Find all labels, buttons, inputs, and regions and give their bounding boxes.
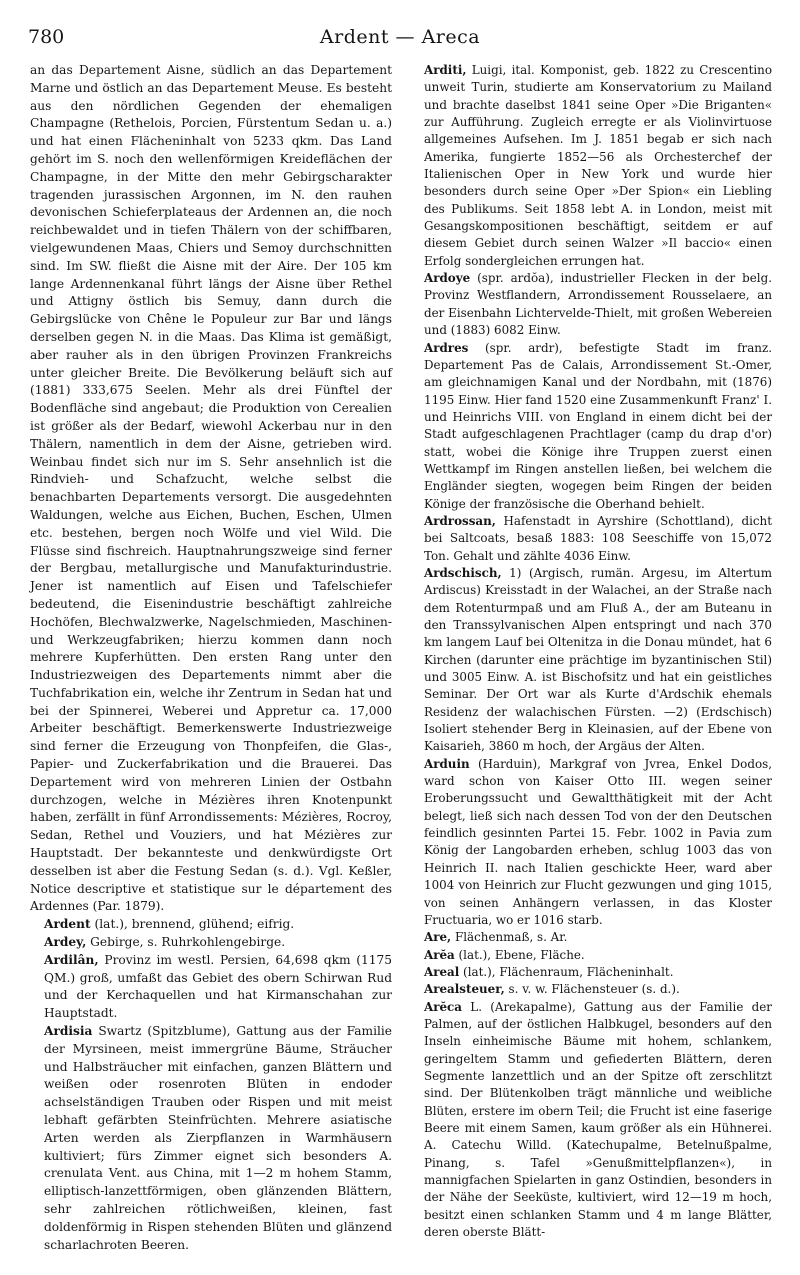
- headword: Arditi,: [424, 63, 467, 77]
- headword: Ardschisch,: [424, 565, 502, 580]
- entry-text: Hafenstadt in Ayrshire (Schottland), dicht bei Saltcoats, besaß 1883: 108 Seeschiffe von 15,072 Ton. Gehalt und zählte 4036 Einw.: [424, 513, 772, 563]
- headword: Ardisia: [44, 1024, 93, 1039]
- entry-ardilan: [30, 952, 392, 1023]
- entry-text: (Harduin), Markgraf von Jvrea, Enkel Dodos, ward schon von Kaiser Otto III. wegen seiner Eroberungssucht und Gewaltthätigkeit mit der Acht belegt, ließ sich nach dessen Tod von der den Deutschen feindlich gesinnten Partei 15. Febr. 1002 in Pavia zum König der Langobarden erheben, schlug 1003 das von Heinrich II. nach Italien geschickte Heer, ward aber 1004 von Heinrich zur Flucht gezwungen und ging 1015, von seinen Anhängern verlassen, in das Kloster Fructuaria, wo er 1016 starb.: [424, 756, 772, 927]
- entry-text: (lat.), Flächenraum, Flächeninhalt.: [459, 964, 674, 979]
- headword: Ardres: [424, 340, 469, 355]
- entry-text: Luigi, ital. Komponist, geb. 1822 zu Crescentino unweit Turin, studierte am Konservatorium zu Mailand und brachte daselbst 1841 seine Oper »Die Briganten« zur Aufführung. Zugleich erregte er als Violinvirtuose allgemeines Aufsehen. Im J. 1851 begab er sich nach Amerika, fungierte 1852—56 als Orchesterchef der Italienischen Oper in New York und wurde hier besonders durch seine Oper »Der Spion« ein Liebling des Publikums. Seit 1858 lebt A. in London, meist mit Gesangskompositionen beschäftigt, seitdem er auf diesem Gebiet durch seinen Walzer »Il baccio« einen Erfolg sondergleichen errungen hat.: [424, 63, 772, 268]
- headword: Arĕca: [424, 999, 463, 1014]
- entry-arditi: [410, 62, 772, 270]
- headword: Areal: [424, 964, 460, 979]
- entry-areca: [410, 999, 772, 1242]
- entry-ardrossan: [410, 513, 772, 565]
- entry-text: (lat.), brennend, glühend; eifrig.: [90, 917, 295, 932]
- entry-ardres: [410, 340, 772, 513]
- entry-text: s. v. w. Flächensteuer (s. d.).: [504, 982, 680, 997]
- headword: Arealsteuer,: [424, 982, 505, 997]
- entry-text: Gebirge, s. Ruhrkohlengebirge.: [86, 935, 286, 950]
- entry-area: [410, 947, 772, 964]
- entry-text: Flächenmaß, s. Ar.: [451, 930, 568, 945]
- headword: Arĕa: [424, 947, 455, 962]
- entry-continuation: [30, 62, 392, 916]
- entry-text: Provinz im westl. Persien, 64,698 qkm (1175 QM.) groß, umfaßt das Gebiet des obern Schirwan Rud und der Kerchaquellen und hat Kirmanschahan zur Hauptstadt.: [44, 952, 392, 1021]
- right-column: [410, 62, 772, 1241]
- entry-ardoye: [410, 270, 772, 339]
- headword: Ardoye: [424, 271, 471, 286]
- entry-ardey: [30, 934, 392, 952]
- entry-areal: [410, 964, 772, 981]
- entry-ardent: [30, 916, 392, 934]
- page-header: [28, 26, 772, 54]
- headword: Ardey,: [44, 935, 87, 950]
- headword: Are,: [424, 930, 452, 945]
- headword: Ardent: [44, 917, 91, 932]
- entry-text: (spr. ardr), befestigte Stadt im franz. Departement Pas de Calais, Arrondissement St.-Omer, am gleichnamigen Kanal und der Nordbahn, mit (1876) 1195 Einw. Hier fand 1520 eine Zusammenkunft Franz' I. und Heinrichs VIII. von England in einem dicht bei der Stadt aufgeschlagenen Prachtlager (camp du drap d'or) statt, wobei die Könige ihre Truppen zuerst einen Wettkampf im Ringen anstellen ließen, bei welchem die Engländer siegten, wogegen beim Ringen der beiden Könige der französische die Oberhand behielt.: [424, 340, 772, 511]
- headword: Arduin: [424, 756, 470, 771]
- entry-text: (lat.), Ebene, Fläche.: [454, 947, 585, 962]
- entry-ardisia: [30, 1023, 392, 1254]
- entry-text: an das Departement Aisne, südlich an das Departement Marne und östlich an das Departement Meuse. Es besteht aus den nördlichen Gegenden der ehemaligen Champagne (Rethelois, Porcien, Fürstentum Sedan u. a.) und hat einen Flächeninhalt von 5233 qkm. Das Land gehört im S. noch den wellenförmigen Kreideflächen der Champagne, in der Mitte den mehr Gebirgscharakter tragenden jurassischen Argonnen, im N. den rauhen devonischen Schieferplateaus der Ardennen an, die noch reichbewaldet und in tiefen Thälern von der schiffbaren, vielgewundenen Maas, Chiers und Semoy durchschnitten sind. Im SW. fließt die Aisne mit der Aire. Der 105 km lange Ardennenkanal führt längs der Aisne über Rethel und Attigny östlich bis Semuy, dann durch die Gebirgslücke von Chêne le Populeur zur Bar und längs derselben gegen N. in die Maas. Das Klima ist gemäßigt, aber rauher als in den übrigen Provinzen Frankreichs unter gleicher Breite. Die Bevölkerung beläuft sich auf (1881) 333,675 Seelen. Mehr als drei Fünftel der Bodenfläche sind angebaut; die Produktion von Cerealien ist größer als der Bedarf, wiewohl Ackerbau nur in den Thälern, namentlich in dem der Aisne, getrieben wird. Weinbau findet sich nur im S. Sehr ansehnlich ist die Rindvieh- und Schafzucht, welche selbst die benachbarten Departements versorgt. Die ausgedehnten Waldungen, welche aus Eichen, Buchen, Eschen, Ulmen etc. bestehen, bergen noch Wölfe und viel Wild. Die Flüsse sind fischreich. Hauptnahrungszweige sind ferner der Bergbau, metallurgische und Manufakturindustrie. Jener ist namentlich auf Eisen und Tafelschiefer bedeutend, die Eisenindustrie beschäftigt zahlreiche Hochöfen, Blechwalzwerke, Nagelschmieden, Maschinen- und Werkzeugfabriken; hierzu kommen dann noch mehrere Kupferhütten. Den ersten Rang unter den Industriezweigen des Departements nimmt aber die Tuchfabrikation ein, welche ihr Zentrum in Sedan hat und bei der Spinnerei, Weberei und Appretur ca. 17,000 Arbeiter beschäftigt. Bemerkenswerte Industriezweige sind ferner die Erzeugung von Thonpfeifen, die Glas-, Papier- und Zuckerfabrikation und die Brauerei. Das Departement wird von mehreren Linien der Ostbahn durchzogen, welche in Mézières ihren Knotenpunkt haben, zerfällt in fünf Arrondissements: Mézières, Rocroy, Sedan, Rethel und Vouziers, und hat Mézières zur Hauptstadt. Der bekannteste und denkwürdigste Ort desselben ist aber die Festung Sedan (s. d.). Vgl. Keßler, Notice descriptive et statistique sur le département des Ardennes (Par. 1879).: [30, 63, 392, 914]
- entry-ardschisch: [410, 565, 772, 756]
- entry-text: L. (Arekapalme), Gattung aus der Familie der Palmen, auf der östlichen Halbkugel, besonders auf den Inseln einheimische Bäume mit hohem, schlankem, geringeltem Stamm und gefiederten Blättern, deren Segmente lanzettlich und an der Spitze oft zerschlitzt sind. Der Blütenkolben trägt männliche und weibliche Blüten, erstere im obern Teil; die Frucht ist eine faserige Beere mit einem Samen, kaum größer als ein Hühnerei. A. Catechu Willd. (Katechupalme, Betelnußpalme, Pinang, s. Tafel »Genußmittelpflanzen«), in mannigfachen Spielarten in ganz Ostindien, besonders in der Nähe der Seeküste, kultiviert, wird 12—19 m hoch, besitzt einen schlanken Stamm und 4 m lange Blätter, deren oberste Blätt-: [424, 999, 772, 1240]
- entry-text: (spr. ardŏa), industrieller Flecken in der belg. Provinz Westflandern, Arrondissement Rousselaere, an der Eisenbahn Lichtervelde-Thielt, mit großen Webereien und (1883) 6082 Einw.: [424, 271, 772, 338]
- running-head: Ardent — Areca: [319, 26, 481, 48]
- entry-are: [410, 929, 772, 946]
- entry-arduin: [410, 756, 772, 929]
- entry-arealsteuer: [410, 981, 772, 998]
- headword: Ardrossan,: [424, 513, 496, 528]
- entry-text: 1) (Argisch, rumän. Argesu, im Altertum Ardiscus) Kreisstadt in der Walachei, an der Straße nach dem Rotenturmpaß und am Fluß A., der am Buteanu in den Transsylvanischen Alpen entspringt und nach 370 km langem Lauf bei Oltenitza in die Donau mündet, hat 6 Kirchen (darunter eine prächtige im byzantinischen Stil) und 3005 Einw. A. ist Bischofsitz und hat ein geistliches Seminar. Der Ort war als Kurte d'Ardschik ehemals Residenz der walachischen Fürsten. —2) (Erdschisch) Isoliert stehender Berg in Kleinasien, auf der Ebene von Kaisarieh, 3860 m hoch, der Argäus der Alten.: [424, 565, 772, 754]
- entry-text: Swartz (Spitzblume), Gattung aus der Familie der Myrsineen, meist immergrüne Bäume, Sträucher und Halbsträucher mit einfachen, ganzen Blättern und weißen oder rosenroten Blüten in endoder achselständigen Trauben oder Rispen und mit meist lebhaft gefärbten Steinfrüchten. Mehrere asiatische Arten werden als Zierpflanzen in Warmhäusern kultiviert; fürs Zimmer eignet sich besonders A. crenulata Vent. aus China, mit 1—2 m hohem Stamm, elliptisch-lanzettförmigen, oben glänzenden Blättern, sehr zahlreichen rötlichweißen, kleinen, fast doldenförmig in Rispen stehenden Blüten und glänzend scharlachroten Beeren.: [44, 1024, 392, 1252]
- headword: Ardilân,: [44, 952, 99, 967]
- page-number: 780: [28, 26, 65, 48]
- left-column: [30, 62, 392, 1254]
